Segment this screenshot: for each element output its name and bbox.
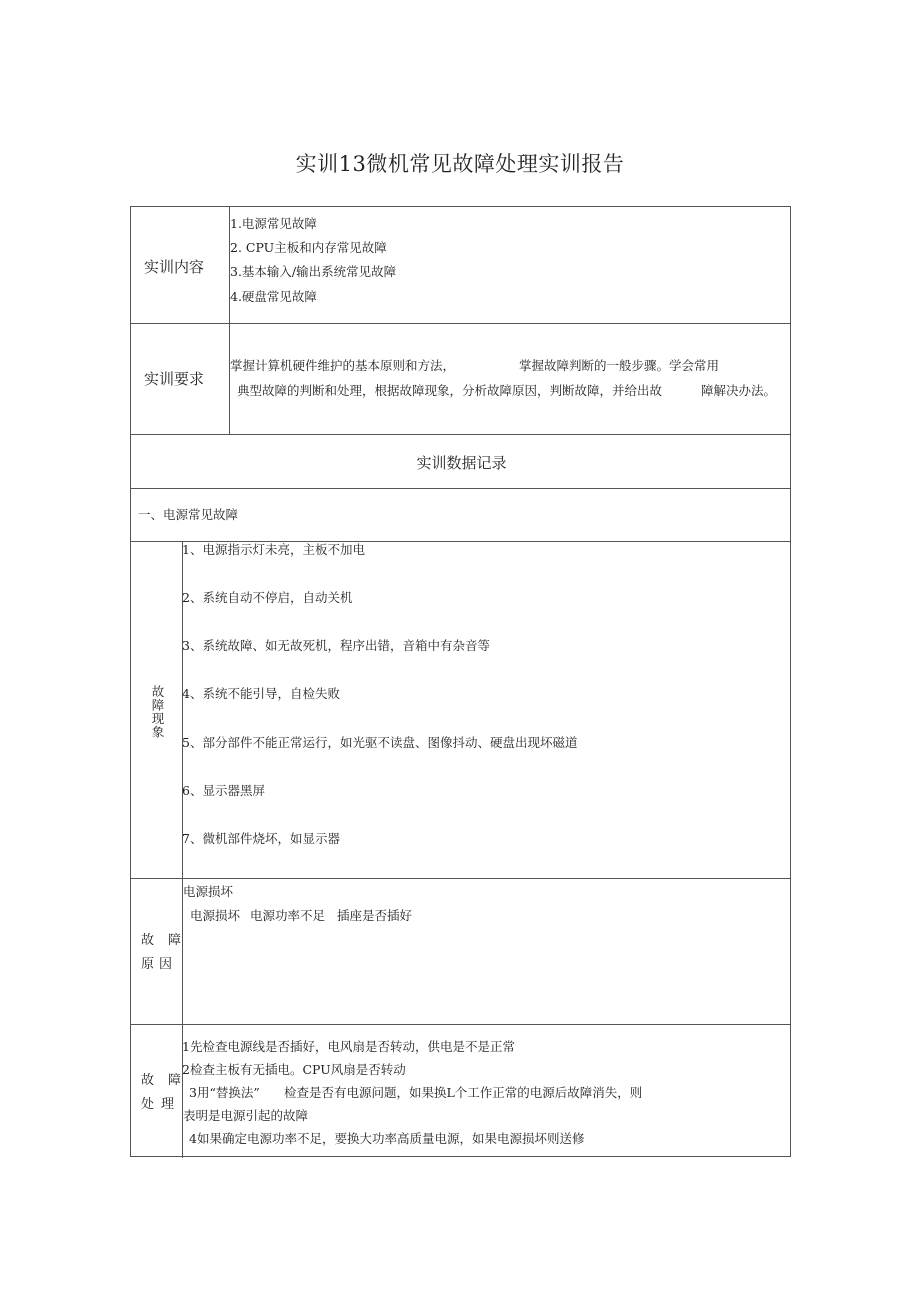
row-divider	[131, 488, 790, 489]
symptom-item: 2、系统自动不停启，自动关机	[182, 590, 353, 605]
content-item: 3.基本输入/输出系统常见故障	[230, 264, 397, 279]
requirements-text: 掌握计算机硬件维护的基本原则和方法，	[230, 358, 456, 373]
requirements-text: 障解决办法。	[701, 383, 777, 398]
cause-text: 电源功率不足	[250, 908, 326, 923]
handling-text: 3用“替换法”	[189, 1085, 260, 1100]
content-item: 2. CPU主板和内存常见故障	[230, 240, 387, 255]
content-label: 实训内容	[144, 258, 205, 276]
symptom-item: 7、微机部件烧坏，如显示器	[182, 831, 340, 846]
cause-text: 电源损坏	[183, 884, 234, 899]
page-title: 实训13微机常见故障处理实训报告	[295, 152, 625, 176]
handling-text: 表明是电源引起的故障	[183, 1108, 309, 1123]
handling-text: 2检查主板有无插电。CPU风扇是否转动	[182, 1062, 406, 1077]
row-divider	[131, 1024, 790, 1025]
cause-text: 电源损坏	[190, 908, 241, 923]
symptoms-label: 故障现象	[150, 685, 165, 739]
symptom-item: 4、系统不能引导，自检失败	[182, 686, 340, 701]
row-divider	[131, 878, 790, 879]
symptom-item: 6、显示器黑屏	[182, 783, 265, 798]
symptom-item: 1、电源指示灯未亮，主板不加电	[182, 542, 365, 557]
row-divider	[131, 434, 790, 435]
symptom-item: 3、系统故障、如无故死机，程序出错，音箱中有杂音等	[182, 638, 490, 653]
symptom-item: 5、部分部件不能正常运行，如光驱不读盘、图像抖动、硬盘出现坏磁道	[182, 735, 578, 750]
content-item: 1.电源常见故障	[230, 216, 317, 231]
content-item: 4.硬盘常见故障	[230, 289, 317, 304]
handling-text: 1先检查电源线是否插好，电风扇是否转动，供电是不是正常	[182, 1039, 515, 1054]
requirements-text: 典型故障的判断和处理，根据故障现象，分析故障原因，判断故障，并给出故	[237, 383, 663, 398]
cause-text: 插座是否插好	[337, 908, 413, 923]
requirements-text: 掌握故障判断的一般步骤。学会常用	[519, 358, 720, 373]
report-table: 实训内容 1.电源常见故障 2. CPU主板和内存常见故障 3.基本输入/输出系统常见故障 4.硬盘常见故障 实训要求 掌握计算机硬件维护的基本原则和方法， 掌握故障判断的一般步骤。学会常用 典型故障的判断和处理，根据故障现象，分析故障原因，判断故障，并给出故 障解决办法。 实训数据记录 一、电源常见故障 故障现象 1、电源指示灯未亮，主板不加电 2、系统自动不停启，自动关机 3、系统故障、如无故死机，程序出错，音箱中有杂音等 4、系统不能引导，自检失败 5、部分部件不能正常运行，如光驱不读盘、图像抖动、硬盘出现坏磁道 6、显示器黑屏 7、微机部件烧坏，如显示器 故 障 原 因 电源损坏 电源损坏 电源功率不足 插座是否插好 故 障 处 理 1先检查电源线是否插好，电风扇是否转动，供电是不是正常 2检查主板有无插电。CPU风扇是否转动 3用“替换法” 检查是否有电源问题，如果换L个工作正常的电源后故障消失，则 表明是电源引起的故障 4如果确定电源功率不足，要换大功率高质量电源，如果电源损坏则送修	[130, 206, 791, 1157]
requirements-label: 实训要求	[144, 370, 205, 388]
data-record-heading: 实训数据记录	[416, 454, 507, 472]
handling-text: 检查是否有电源问题，如果换L个工作正常的电源后故障消失，则	[284, 1085, 643, 1100]
handling-text: 4如果确定电源功率不足，要换大功率高质量电源，如果电源损坏则送修	[189, 1131, 585, 1146]
section-heading: 一、电源常见故障	[138, 507, 239, 522]
